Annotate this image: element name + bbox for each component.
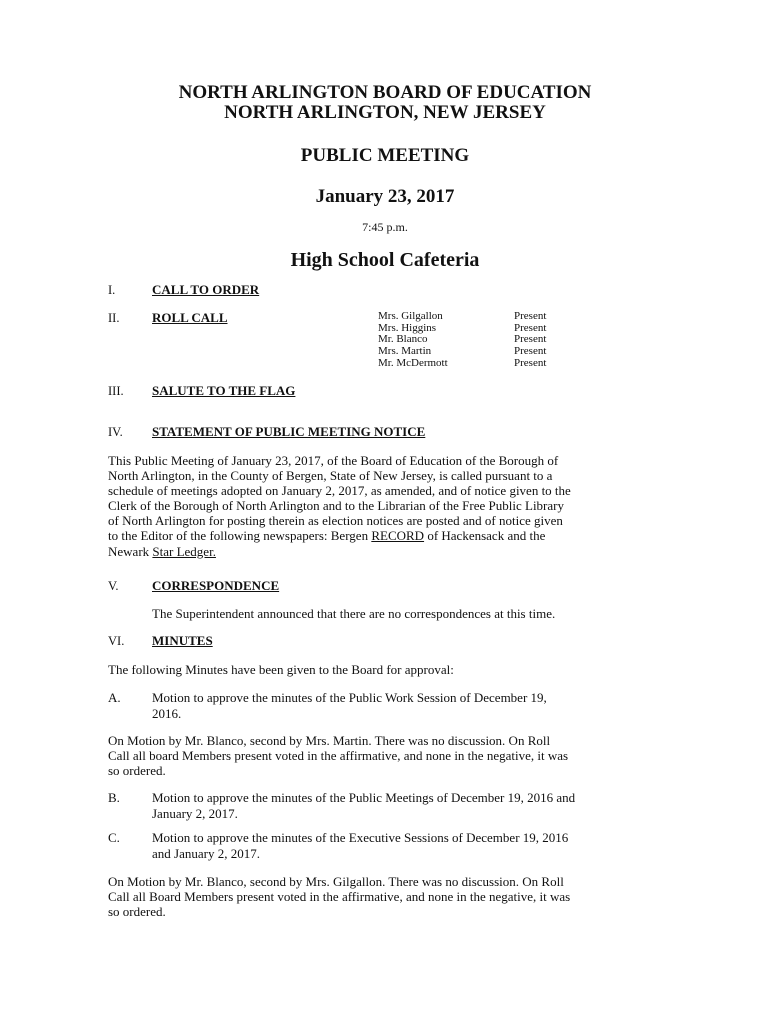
section-number-vi: VI.	[108, 634, 125, 648]
roll-call-status: Present	[514, 356, 547, 369]
notice-text: Newark	[108, 543, 153, 559]
minutes-item-b	[152, 790, 575, 821]
motion-line: Call all board Members present voted in the affirmative, and none in the negative, it was	[108, 748, 569, 764]
roll-call-status: Present	[514, 345, 547, 358]
section-heading-correspondence: CORRESPONDENCE	[152, 578, 280, 593]
meeting-date: January 23, 2017	[315, 186, 455, 207]
minutes-item-label-a: A.	[108, 690, 121, 705]
notice-line	[108, 544, 645, 559]
motion-line: On Motion by Mr. Blanco, second by Mrs. Gilgallon. There was no discussion. On Roll	[108, 874, 564, 889]
minutes-item-label-b: B.	[108, 790, 120, 805]
notice-line: Clerk of the Borough of North Arlington and to the Librarian of the Free Public Library	[108, 498, 564, 514]
item-line: 2016.	[152, 705, 182, 721]
notice-line: This Public Meeting of January 23, 2017, of the Board of Education of the Borough of	[108, 453, 559, 468]
roll-call-status: Present	[514, 321, 547, 334]
section-heading-salute-to-the-flag: SALUTE TO THE FLAG	[152, 383, 296, 398]
roll-call-names	[378, 311, 448, 370]
item-line: Motion to approve the minutes of the Public Meetings of December 19, 2016 and	[152, 790, 576, 805]
public-meeting-notice-paragraph	[108, 453, 645, 559]
motion-line: On Motion by Mr. Blanco, second by Mrs. Martin. There was no discussion. On Roll	[108, 733, 551, 748]
newspaper-star-ledger: Star Ledger.	[152, 543, 216, 559]
notice-line: of North Arlington for posting therein as election notices are posted and of notice given	[108, 513, 563, 529]
section-number-ii: II.	[108, 311, 120, 325]
section-number-iv: IV.	[108, 425, 123, 439]
section-heading-public-meeting-notice: STATEMENT OF PUBLIC MEETING NOTICE	[152, 424, 426, 439]
roll-call-name: Mrs. Gilgallon	[378, 310, 443, 322]
roll-call-name: Mr. Blanco	[378, 333, 428, 346]
section-heading-roll-call: ROLL CALL	[152, 310, 228, 325]
minutes-item-a	[152, 690, 547, 721]
item-line: and January 2, 2017.	[152, 845, 260, 861]
section-heading-minutes: MINUTES	[152, 633, 213, 648]
section-number-iii: III.	[108, 384, 124, 398]
notice-text: to the Editor of the following newspapers: Bergen	[108, 528, 372, 544]
meeting-type: PUBLIC MEETING	[300, 145, 470, 166]
motion-paragraph-2	[108, 874, 570, 920]
minutes-intro: The following Minutes have been given to the Board for approval:	[108, 662, 454, 677]
roll-call-name: Mr. McDermott	[378, 356, 448, 369]
roll-call-status: Present	[514, 310, 547, 322]
meeting-location: High School Cafeteria	[290, 249, 480, 271]
section-number-i: I.	[108, 283, 116, 297]
notice-line: North Arlington, in the County of Bergen, State of New Jersey, is called pursuant to a	[108, 468, 553, 484]
board-location: NORTH ARLINGTON, NEW JERSEY	[224, 102, 546, 123]
motion-line: so ordered.	[108, 763, 166, 779]
item-line: January 2, 2017.	[152, 805, 238, 821]
notice-text: of Hackensack and the	[424, 528, 546, 544]
section-number-v: V.	[108, 579, 119, 593]
motion-line: so ordered.	[108, 904, 166, 920]
correspondence-text: The Superintendent announced that there are no correspondences at this time.	[152, 606, 556, 621]
board-title: NORTH ARLINGTON BOARD OF EDUCATION	[178, 82, 592, 103]
item-line: Motion to approve the minutes of the Public Work Session of December 19,	[152, 690, 547, 705]
section-heading-call-to-order: CALL TO ORDER	[152, 282, 260, 297]
notice-line	[108, 528, 645, 543]
newspaper-record: RECORD	[371, 528, 425, 544]
roll-call-name: Mrs. Martin	[378, 345, 432, 358]
minutes-item-label-c: C.	[108, 830, 120, 845]
item-line: Motion to approve the minutes of the Executive Sessions of December 19, 2016	[152, 830, 569, 845]
roll-call-name: Mrs. Higgins	[378, 321, 437, 334]
roll-call-statuses	[514, 311, 546, 370]
motion-paragraph-1	[108, 733, 568, 779]
minutes-item-c	[152, 830, 568, 861]
meeting-time: 7:45 p.m.	[362, 220, 408, 234]
notice-line: schedule of meetings adopted on January 2, 2017, as amended, and of notice given to the	[108, 483, 571, 499]
motion-line: Call all Board Members present voted in the affirmative, and none in the negative, it was	[108, 889, 571, 905]
roll-call-status: Present	[514, 333, 547, 346]
